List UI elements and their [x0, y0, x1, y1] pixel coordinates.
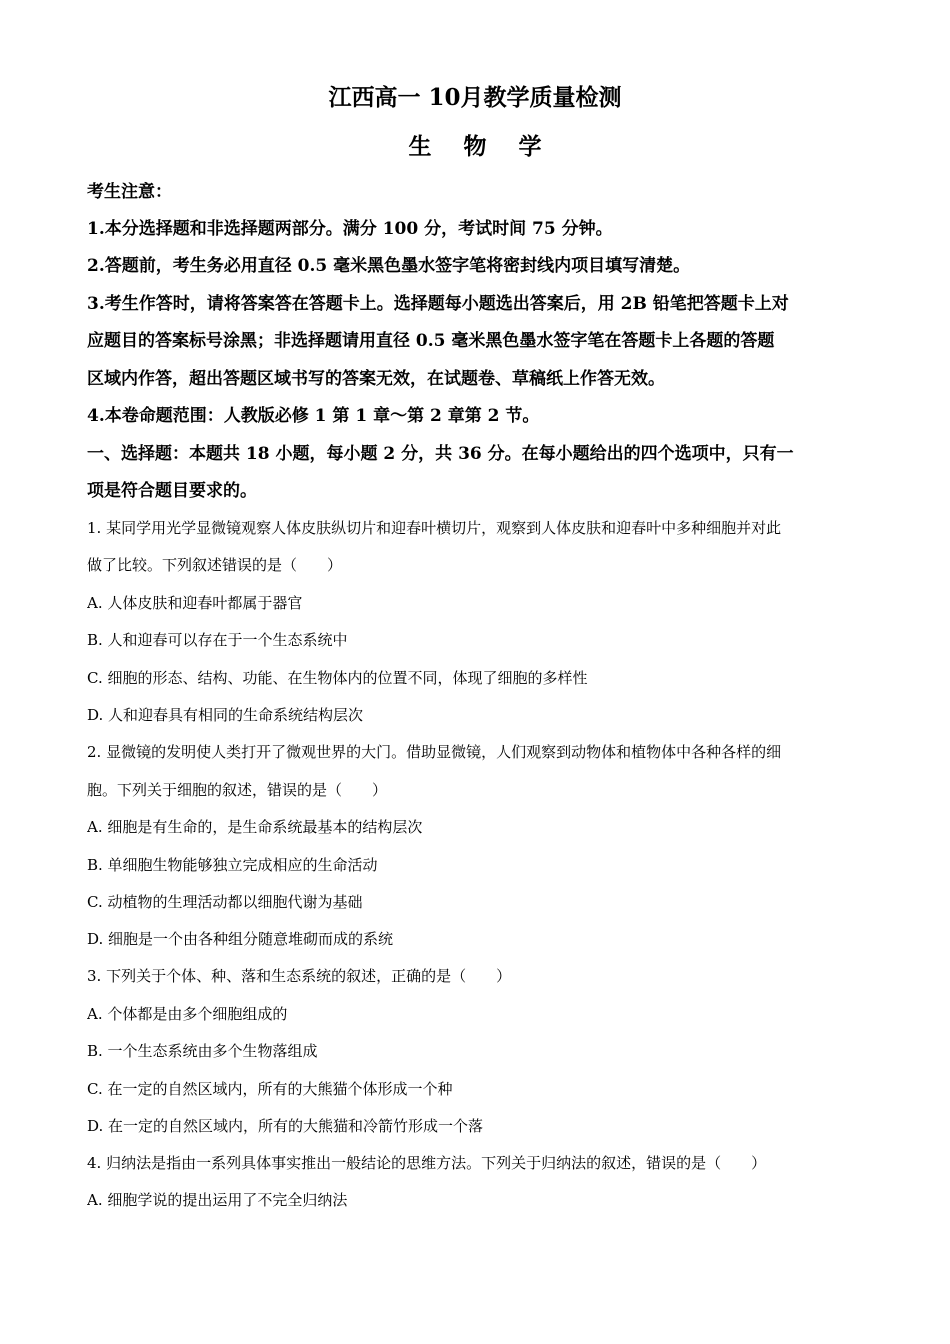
- question-option: B. 单细胞生物能够独立完成相应的生命活动: [87, 856, 378, 874]
- question-option: C. 细胞的形态、结构、功能、在生物体内的位置不同，体现了细胞的多样性: [87, 669, 588, 687]
- question-stem: 2. 显微镜的发明使人类打开了微观世界的大门。借助显微镜，人们观察到动物体和植物体中各种各样的细: [87, 743, 782, 761]
- question-option: D. 细胞是一个由各种组分随意堆砌而成的系统: [87, 930, 394, 948]
- question-option: D. 在一定的自然区域内，所有的大熊猫和冷箭竹形成一个落: [87, 1117, 484, 1135]
- section-heading: 一、选择题：本题共 18 小题，每小题 2 分，共 36 分。在每小题给出的四个选项中，只有一: [87, 444, 794, 464]
- notice-line: 1.本分选择题和非选择题两部分。满分 100 分，考试时间 75 分钟。: [87, 219, 613, 239]
- question-option: A. 细胞学说的提出运用了不完全归纳法: [87, 1191, 348, 1209]
- notice-line: 3.考生作答时，请将答案答在答题卡上。选择题每小题选出答案后，用 2B 铅笔把答题卡上对: [87, 294, 789, 314]
- notice-line: 区域内作答，超出答题区域书写的答案无效，在试题卷、草稿纸上作答无效。: [87, 369, 665, 389]
- question-option: A. 个体都是由多个细胞组成的: [87, 1005, 288, 1023]
- question-option: B. 一个生态系统由多个生物落组成: [87, 1042, 318, 1060]
- question-option: C. 在一定的自然区域内，所有的大熊猫个体形成一个种: [87, 1080, 453, 1098]
- notice-line: 应题目的答案标号涂黑；非选择题请用直径 0.5 毫米黑色墨水签字笔在答题卡上各题的答题: [87, 331, 775, 351]
- question-option: A. 人体皮肤和迎春叶都属于器官: [87, 594, 303, 612]
- question-option: D. 人和迎春具有相同的生命系统结构层次: [87, 706, 364, 724]
- question-stem: 1. 某同学用光学显微镜观察人体皮肤纵切片和迎春叶横切片，观察到人体皮肤和迎春叶中多种细胞并对此: [87, 519, 782, 537]
- question-stem: 4. 归纳法是指由一系列具体事实推出一般结论的思维方法。下列关于归纳法的叙述，错误的是（ ）: [87, 1154, 767, 1172]
- question-option: C. 动植物的生理活动都以细胞代谢为基础: [87, 893, 363, 911]
- question-stem: 胞。下列关于细胞的叙述，错误的是（ ）: [87, 781, 388, 799]
- question-option: B. 人和迎春可以存在于一个生态系统中: [87, 631, 348, 649]
- question-stem: 做了比较。下列叙述错误的是（ ）: [87, 556, 343, 574]
- exam-title: 江西高一 10月教学质量检测: [328, 84, 622, 111]
- question-option: A. 细胞是有生命的，是生命系统最基本的结构层次: [87, 818, 423, 836]
- section-heading: 项是符合题目要求的。: [87, 481, 257, 501]
- subject-title: 生 物 学: [408, 133, 554, 160]
- question-stem: 3. 下列关于个体、种、落和生态系统的叙述，正确的是（ ）: [87, 967, 512, 985]
- notice-line: 2.答题前，考生务必用直径 0.5 毫米黑色墨水签字笔将密封线内项目填写清楚。: [87, 256, 691, 276]
- notice-line: 4.本卷命题范围：人教版必修 1 第 1 章～第 2 章第 2 节。: [87, 406, 540, 426]
- notice-heading: 考生注意：: [87, 182, 172, 202]
